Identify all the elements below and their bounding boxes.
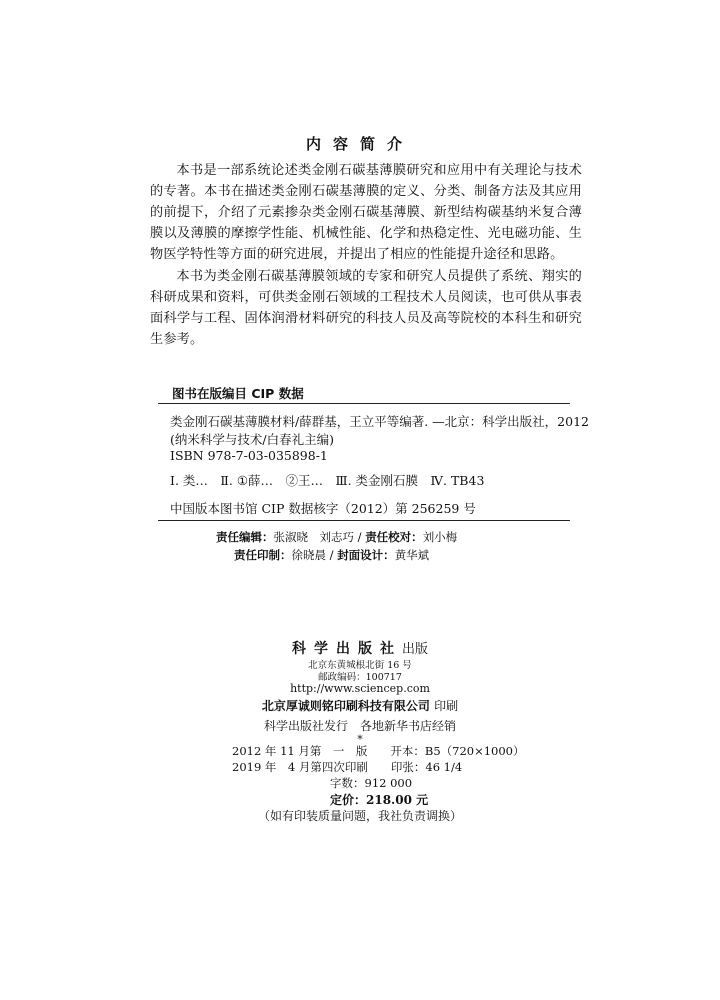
separator-star: * (357, 733, 363, 746)
cover-designer-label: 封面设计： (337, 548, 395, 562)
cip-series-line: (纳米科学与技术/白春礼主编) (170, 432, 334, 447)
printer-suffix: 印刷 (434, 699, 459, 713)
cip-record-number: 中国版本图书馆 CIP 数据核字（2012）第 256259 号 (170, 501, 476, 516)
print-supervisor-label: 责任印制： (234, 548, 292, 562)
cip-classification: Ⅰ. 类… Ⅱ. ①薛… ②王… Ⅲ. 类金刚石膜 Ⅳ. TB43 (170, 473, 485, 488)
publisher-suffix: 出版 (401, 642, 428, 657)
cip-top-rule (158, 403, 570, 404)
distribution-line: 科学出版社发行 各地新华书店经销 (263, 719, 456, 733)
printing-line: 2019 年 4 月第四次印刷 印张：46 1/4 (232, 760, 463, 774)
cip-isbn: ISBN 978-7-03-035898-1 (170, 448, 328, 463)
publisher-postcode: 邮政编码：100717 (318, 672, 402, 683)
cip-bottom-rule (158, 520, 570, 521)
word-count: 字数：912 000 (330, 776, 413, 790)
credits-line-1: 责任编辑：张淑晓 刘志巧 / 责任校对：刘小梅 (216, 530, 458, 544)
cip-title-line: 类金刚石碳基薄膜材料/薛群基，王立平等编著. —北京：科学出版社，2012 (170, 414, 589, 429)
intro-paragraph-2: 本书为类金刚石碳基薄膜领域的专家和研究人员提供了系统、翔实的科研成果和资料，可供类金刚石领域的工程技术人员阅读，也可供从事表面科学与工程、固体润滑材料研究的科技人员及高等院校的本科生和研究生参考。 (150, 269, 582, 347)
editors-names: 张淑晓 刘志巧 (273, 530, 354, 544)
publisher-line (0, 638, 720, 658)
proofreader-name: 刘小梅 (422, 530, 458, 544)
printer-name: 北京厚诚则铭印刷科技有限公司 (261, 699, 430, 713)
publisher-url: http://www.sciencep.com (290, 682, 430, 695)
printer-line (0, 697, 720, 714)
intro-paragraph-1: 本书是一部系统论述类金刚石碳基薄膜研究和应用中有关理论与技术的专著。本书在描述类金刚石碳基薄膜的定义、分类、制备方法及其应用的前提下，介绍了元素掺杂类金刚石碳基薄膜、新型结构碳基纳米复合薄膜以及薄膜的摩擦学性能、机械性能、化学和热稳定性、光电磁功能、生物医学特性等方面的研究进展，并提出了相应的性能提升途径和思路。 (150, 163, 582, 262)
editors-label: 责任编辑： (216, 530, 274, 544)
page-title: 内容简介 (305, 135, 414, 153)
publisher-name: 科学出版社 (291, 641, 402, 657)
price: 定价：218.00 元 (330, 793, 429, 807)
edition-line: 2012 年 11 月第 一 版 开本：B5（720×1000） (232, 744, 525, 758)
proofreader-label: 责任校对： (365, 530, 423, 544)
cover-designer-name: 黄华斌 (394, 548, 430, 562)
credits-line-2: 责任印制：徐晓晨 / 封面设计：黄华斌 (234, 548, 430, 562)
quality-note: （如有印装质量问题，我社负责调换） (257, 809, 462, 823)
print-supervisor-name: 徐晓晨 (291, 548, 326, 562)
cip-heading: 图书在版编目 CIP 数据 (172, 386, 304, 401)
publisher-address: 北京东黄城根北街 16 号 (308, 660, 412, 671)
